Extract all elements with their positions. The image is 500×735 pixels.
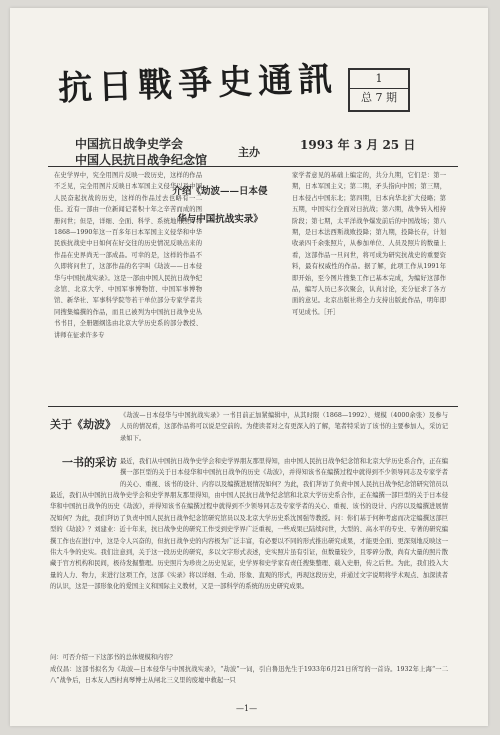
article2-body: 最近，我们从中国抗日战争史学会和史学界朋友那里得知，由中国人民抗日战争纪念馆和北京大学历史系合作，正在编撰一部巨型的关于日本侵华和中国抗日战争的历史《劫波》，并得知该书在编撰过程中就得到不少领导同志及专家学者的关心、重视、该书的设计、内容以及编撰进展情况如何？为此，我们拜访了负责中国人民抗日战争纪念馆研究馆员以及北京大学历史系沈国强等教授。问：你们基于何种考虑而决定编撰这部巨型的《劫波》？刘建业：近十年来，抗日战争史的研究工作受到史学界广泛重视，一些成果已陆续问世，大型的、高水平的专史、专著的研究编撰工作也在进行中，这是令人兴奋的，但抗日战争史的内容极为广泛丰富，有必要以不同的形式推出研究成果，才能更全面、更深刻地反映这一伟大斗争的史实。我们注意到，关于这一段历史的研究，多以文字形式表述，史实照片虽有引证，但数量较少，且零碎分散，尚有大量的照片散藏于官方机构和民间，极待发掘整理。历史照片为珍贵之历史见证，史学界和史学家有责任搜集整理、载入史册，传之后世。为此，我们投入大量的人力、物力，来进行这项工作，这部《实录》将以详细、生动、形象、直观的形式，再现这段历史，并通过文字说明将学术观点、加深读者的认识，这是一部形象化的爱国主义和国际主义教材，又是一部科学的系统的历史研究成果。 bbox=[50, 492, 448, 591]
masthead-title: 抗日戰爭史通訊 bbox=[57, 59, 339, 109]
issue-date: 1993 年 3 月 25 日 bbox=[300, 138, 416, 152]
issue-total: 总 7 期 bbox=[361, 91, 397, 104]
article1-title bbox=[160, 178, 280, 234]
newsletter-page bbox=[10, 8, 488, 726]
publishers bbox=[75, 136, 207, 168]
publisher-museum: 中国人民抗日战争纪念馆 bbox=[75, 153, 208, 167]
article2-answer2: 成仅昌：这部书拟名为《劫波—日本侵华与中国抗战实录》，“劫波”一词，引自鲁迅先生于1933年6月21日所写的一首诗。1932年上海“一二八”战争后，日本友人西村真琴博士从闸北三义里的废墟中救起一只 bbox=[50, 666, 448, 685]
article2-intro: 《劫波—日本侵华与中国抗战实录》一书目前正加紧编辑中，从其时限（1868—1992）、规模（4000余张）及参与人员的情况看，这部作品将可以说是空前的。为使读者对之有更深入的了解，笔者特采访了该书的主要参加人，采访记录如下。 bbox=[120, 412, 448, 442]
article2-subtitle: 一书的采访 bbox=[62, 456, 117, 469]
section-rule bbox=[48, 406, 458, 407]
article1-title-line2: 华与中国抗战实录》 bbox=[177, 214, 263, 225]
article1-title-line1: 介绍《劫波——日本侵 bbox=[172, 186, 268, 197]
page-number: —1— bbox=[236, 704, 258, 713]
issue-box bbox=[348, 68, 410, 112]
article1-left-text: 在史学界中，究全用图片反映一段历史，这样的作品不乏见，完全用图片反映日本军国主义侵华以及中国人民奋起抗战的历史，这样的作品过去也略有一二佳。近有一部由一位新闻记者积十年之辛苦而成的图册问世；但是，详细、全面、科学、系统地用照片将1868—1990年这一百多年日本军国主义侵华和中华民族抗战史中日如何在好交往的历史情况反映出来的作品在史界尚无一部成品。可幸的是，这样的作品不久即将问世了，这部作品的名字叫《劫波——日本侵华与中国抗战实录》。这是一部由中国人民抗日战争纪念馆、北京大学、中国军事博物馆、中国军事博物馆、新华社、军事科学院等若干单位部分专家学者共同搜集编撰的作品，而且已被列为中国抗日战争史丛书书目，全册题纲选由北京大学历史系的部分教授、讲师在征求许多专 bbox=[54, 172, 202, 339]
article1-right-text: 家学者意见的基础上编定的，共分九期，它们是：第一期，日本军国主义；第二期，矛头指向中国；第三期，日本侵占中国东北；第四期，日本向华北扩大侵略；第五期，中国实行全面对日抗战；第六期，战争转入相持阶段；第七期，太平洋战争爆发前后的中国战场；第八期，是日本法西斯战败投降；第九期，投降长存，计划收录四千余张照片，从参加单位、人员及照片的数量上看，这部作品一旦问世，将可成为研究抗战史的重要资料，最有权威性的作品。据了解，此项工作从1991年即开始，至今图片搜集工作已基本完成，为编好这部作品，编写人员已多次聚会，认真讨论，充分征求了各方面的意见。北京出版社将全力支持出版此作品，明年即可见成书。［开］ bbox=[292, 172, 446, 316]
issue-number: 1 bbox=[350, 70, 408, 89]
publisher-society: 中国抗日战争史学会 bbox=[75, 137, 184, 151]
article2-title: 关于《劫波》 bbox=[50, 418, 116, 431]
article2-body-top: 最近，我们从中国抗日战争史学会和史学界朋友那里得知，由中国人民抗日战争纪念馆和北京大学历史系合作，正在编撰一部巨型的关于日本侵华和中国抗日战争的历史《劫波》，并得知该书在编撰过程中就得到不少领导同志及专家学者的关心、重视、该书的设计、内容以及编撰进展情况如何？为此，我们拜访了负责中国人民抗日战争纪念馆研究馆员以 bbox=[120, 458, 448, 488]
sponsor-label: 主办 bbox=[238, 146, 260, 159]
header-rule bbox=[48, 166, 458, 167]
article2-question2: 问：可否介绍一下这部书的总体规模和内容？ bbox=[50, 654, 176, 661]
